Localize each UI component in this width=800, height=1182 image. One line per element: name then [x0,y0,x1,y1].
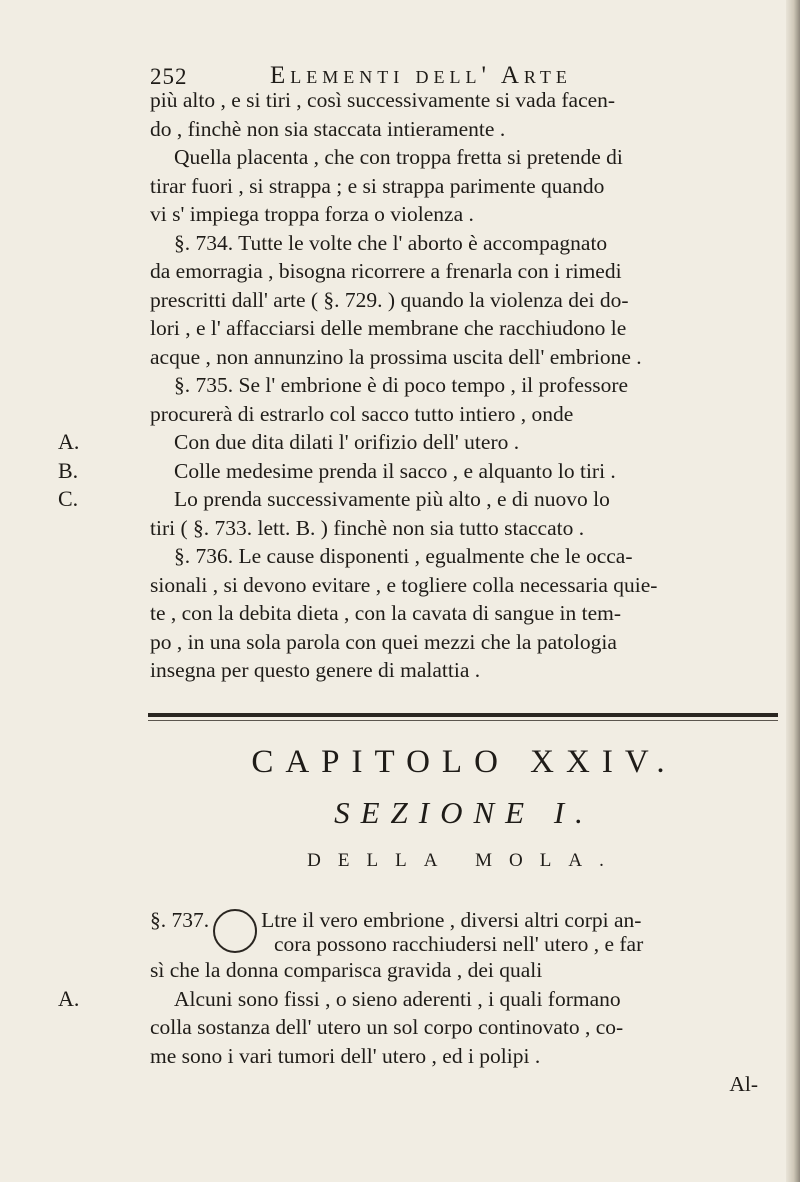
text-line: Alcuni sono fissi , o sieno aderenti , i quali formano [174,986,621,1011]
text-line: te , con la debita dieta , con la cavata di sangue in tem- [150,601,622,625]
text-line: me sono i vari tumori dell' utero , ed i polipi . [150,1043,541,1068]
text-line: §. 736. Le cause disponenti , egualmente che le occa- [174,544,633,568]
text-line: do , finchè non sia staccata intieramente . [150,116,506,141]
margin-marker: B. [58,457,79,483]
text-line: tirar fuori , si strappa ; e si strappa parimente quando [150,173,605,198]
body-text-lower [58,906,778,1099]
chapter-divider-thick [148,713,778,717]
text-line: cora possono racchiudersi nell' utero , e far [274,932,644,956]
text-line: insegna per questo genere di malattia . [150,658,481,682]
drop-cap [213,909,257,953]
text-line: più alto , e si tiri , così successivamente si vada facen- [150,88,616,112]
step-line [58,428,778,457]
text-line: vi s' impiega troppa forza o violenza . [150,202,474,226]
margin-marker: A. [58,429,80,454]
text-line: Ltre il vero embrione , diversi altri corpi an- [261,908,642,932]
step-text: Colle medesime prenda il sacco , e alquanto lo tiri . [174,458,616,483]
text-line: acque , non annunzino la prossima uscita dell' embrione . [150,344,642,369]
step-line [58,985,778,1014]
margin-marker: A. [58,985,80,1011]
step-text: Con due dita dilati l' orifizio dell' utero . [174,430,520,454]
step-line [58,457,778,486]
body-text-upper [58,86,778,685]
margin-marker: C. [58,486,79,511]
text-line: sì che la donna comparisca gravida , dei quali [150,958,543,982]
text-line: tiri ( §. 733. lett. B. ) finchè non sia tutto staccato . [150,515,585,540]
step-text: Lo prenda successivamente più alto , e di nuovo lo [174,487,610,511]
text-line: lori , e l' affacciarsi delle membrane che racchiudono le [150,316,627,340]
step-line [58,485,778,514]
text-line: da emorragia , bisogna ricorrere a frenarla con i rimedi [150,259,622,283]
text-line: prescritti dall' arte ( §. 729. ) quando la violenza dei do- [150,287,629,312]
text-line: po , in una sola parola con quei mezzi che la patologia [150,629,617,654]
section-title: SEZIONE I. [334,795,594,830]
catchword: Al- [729,1072,758,1096]
chapter-title: CAPITOLO XXIV. [251,744,677,780]
text-line: procurerà di estrarlo col sacco tutto intiero , onde [150,401,574,426]
text-line: §. 734. Tutte le volte che l' aborto è accompagnato [174,230,608,255]
running-title: Elementi dell' Arte [270,62,572,89]
text-line: Quella placenta , che con troppa fretta si pretende di [174,145,623,169]
opening-line [150,906,778,956]
page-number: 252 [150,64,188,89]
text-line: colla sostanza dell' utero un sol corpo continovato , co- [150,1015,624,1039]
paragraph-number: §. 737. [150,908,210,932]
chapter-divider-thin [148,720,778,721]
subsection-title: DELLA MOLA. [307,850,621,871]
text-line: §. 735. Se l' embrione è di poco tempo , il professore [174,373,629,397]
text-line: sionali , si devono evitare , e togliere colla necessaria quie- [150,572,658,597]
page-spine-shadow [786,0,800,1182]
